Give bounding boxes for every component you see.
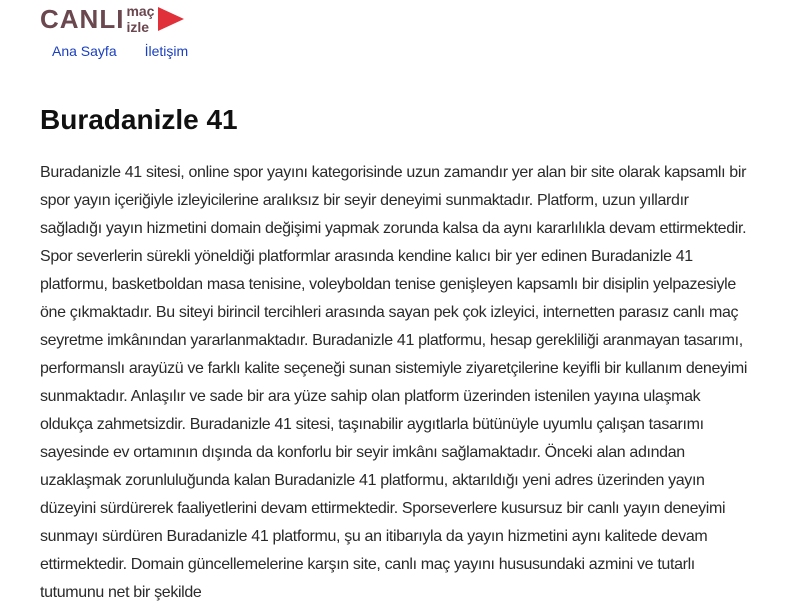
logo-text: CANLI xyxy=(40,4,125,34)
play-icon xyxy=(158,7,184,31)
logo-subtext: maç izle xyxy=(126,3,155,35)
article-body: Buradanizle 41 sitesi, online spor yayını kategorisinde uzun zamandır yer alan bir site olarak kapsamlı bir spor yayın içeriğiyle izleyicilerine aralıksız bir seyir deneyimi sunmaktadır. Platform, uzun yıllardır sağladığı yayın hizmetini domain değişimi yapmak zorunda kalsa da aynı kararlılıkla devam ettirmektedir. Spor severlerin sürekli yöneldiği platformlar arasında kendine kalıcı bir yer edinen Buradanizle 41 platformu, basketboldan masa tenisine, voleyboldan tenise genişleyen kapsamlı bir disiplin yelpazesiyle öne çıkmaktadır. Bu siteyi birincil tercihleri arasında sayan pek çok izleyici, internetten parasız canlı maç seyretme imkânından yararlanmaktadır. Buradanizle 41 platformu, hesap gerekliliği aranmayan tasarımı, performanslı arayüzü ve farklı kalite seçeneği sunan sistemiyle ziyaretçilerine keyifli bir kullanım deneyimi sunmaktadır. Anlaşılır ve sade bir ara yüze sahip olan platform üzerinden istenilen yayına ulaşmak oldukça zahmetsizdir. Buradanizle 41 sitesi, taşınabilir aygıtlarla bütünüyle uyumlu çalışan tasarımı sayesinde ev ortamının dışında da konforlu bir seyir imkânı sağlamaktadır. Önceki alan adından uzaklaşmak zorunluluğunda kalan Buradanizle 41 platformu, aktarıldığı yeni adres üzerinden yayın düzeyini sürdürerek faaliyetlerini devam ettirmektedir. Sporseverlere kusursuz bir canlı yayın deneyimi sunmayı sürdüren Buradanizle 41 platformu, şu an itibarıyla da yayın hizmetini aynı kalitede devam ettirmektedir. Domain güncellemelerine karşın site, canlı maç yayını hususundaki azmini ve tutarlı tutumunu net bir şekilde xyxy=(40,164,748,601)
nav-contact-link[interactable]: İletişim xyxy=(144,43,189,59)
site-logo[interactable] xyxy=(40,0,184,38)
site-header xyxy=(40,0,189,59)
main-nav xyxy=(52,42,188,60)
nav-home-link[interactable]: Ana Sayfa xyxy=(52,43,117,59)
page-title: Buradanizle 41 xyxy=(40,104,238,135)
